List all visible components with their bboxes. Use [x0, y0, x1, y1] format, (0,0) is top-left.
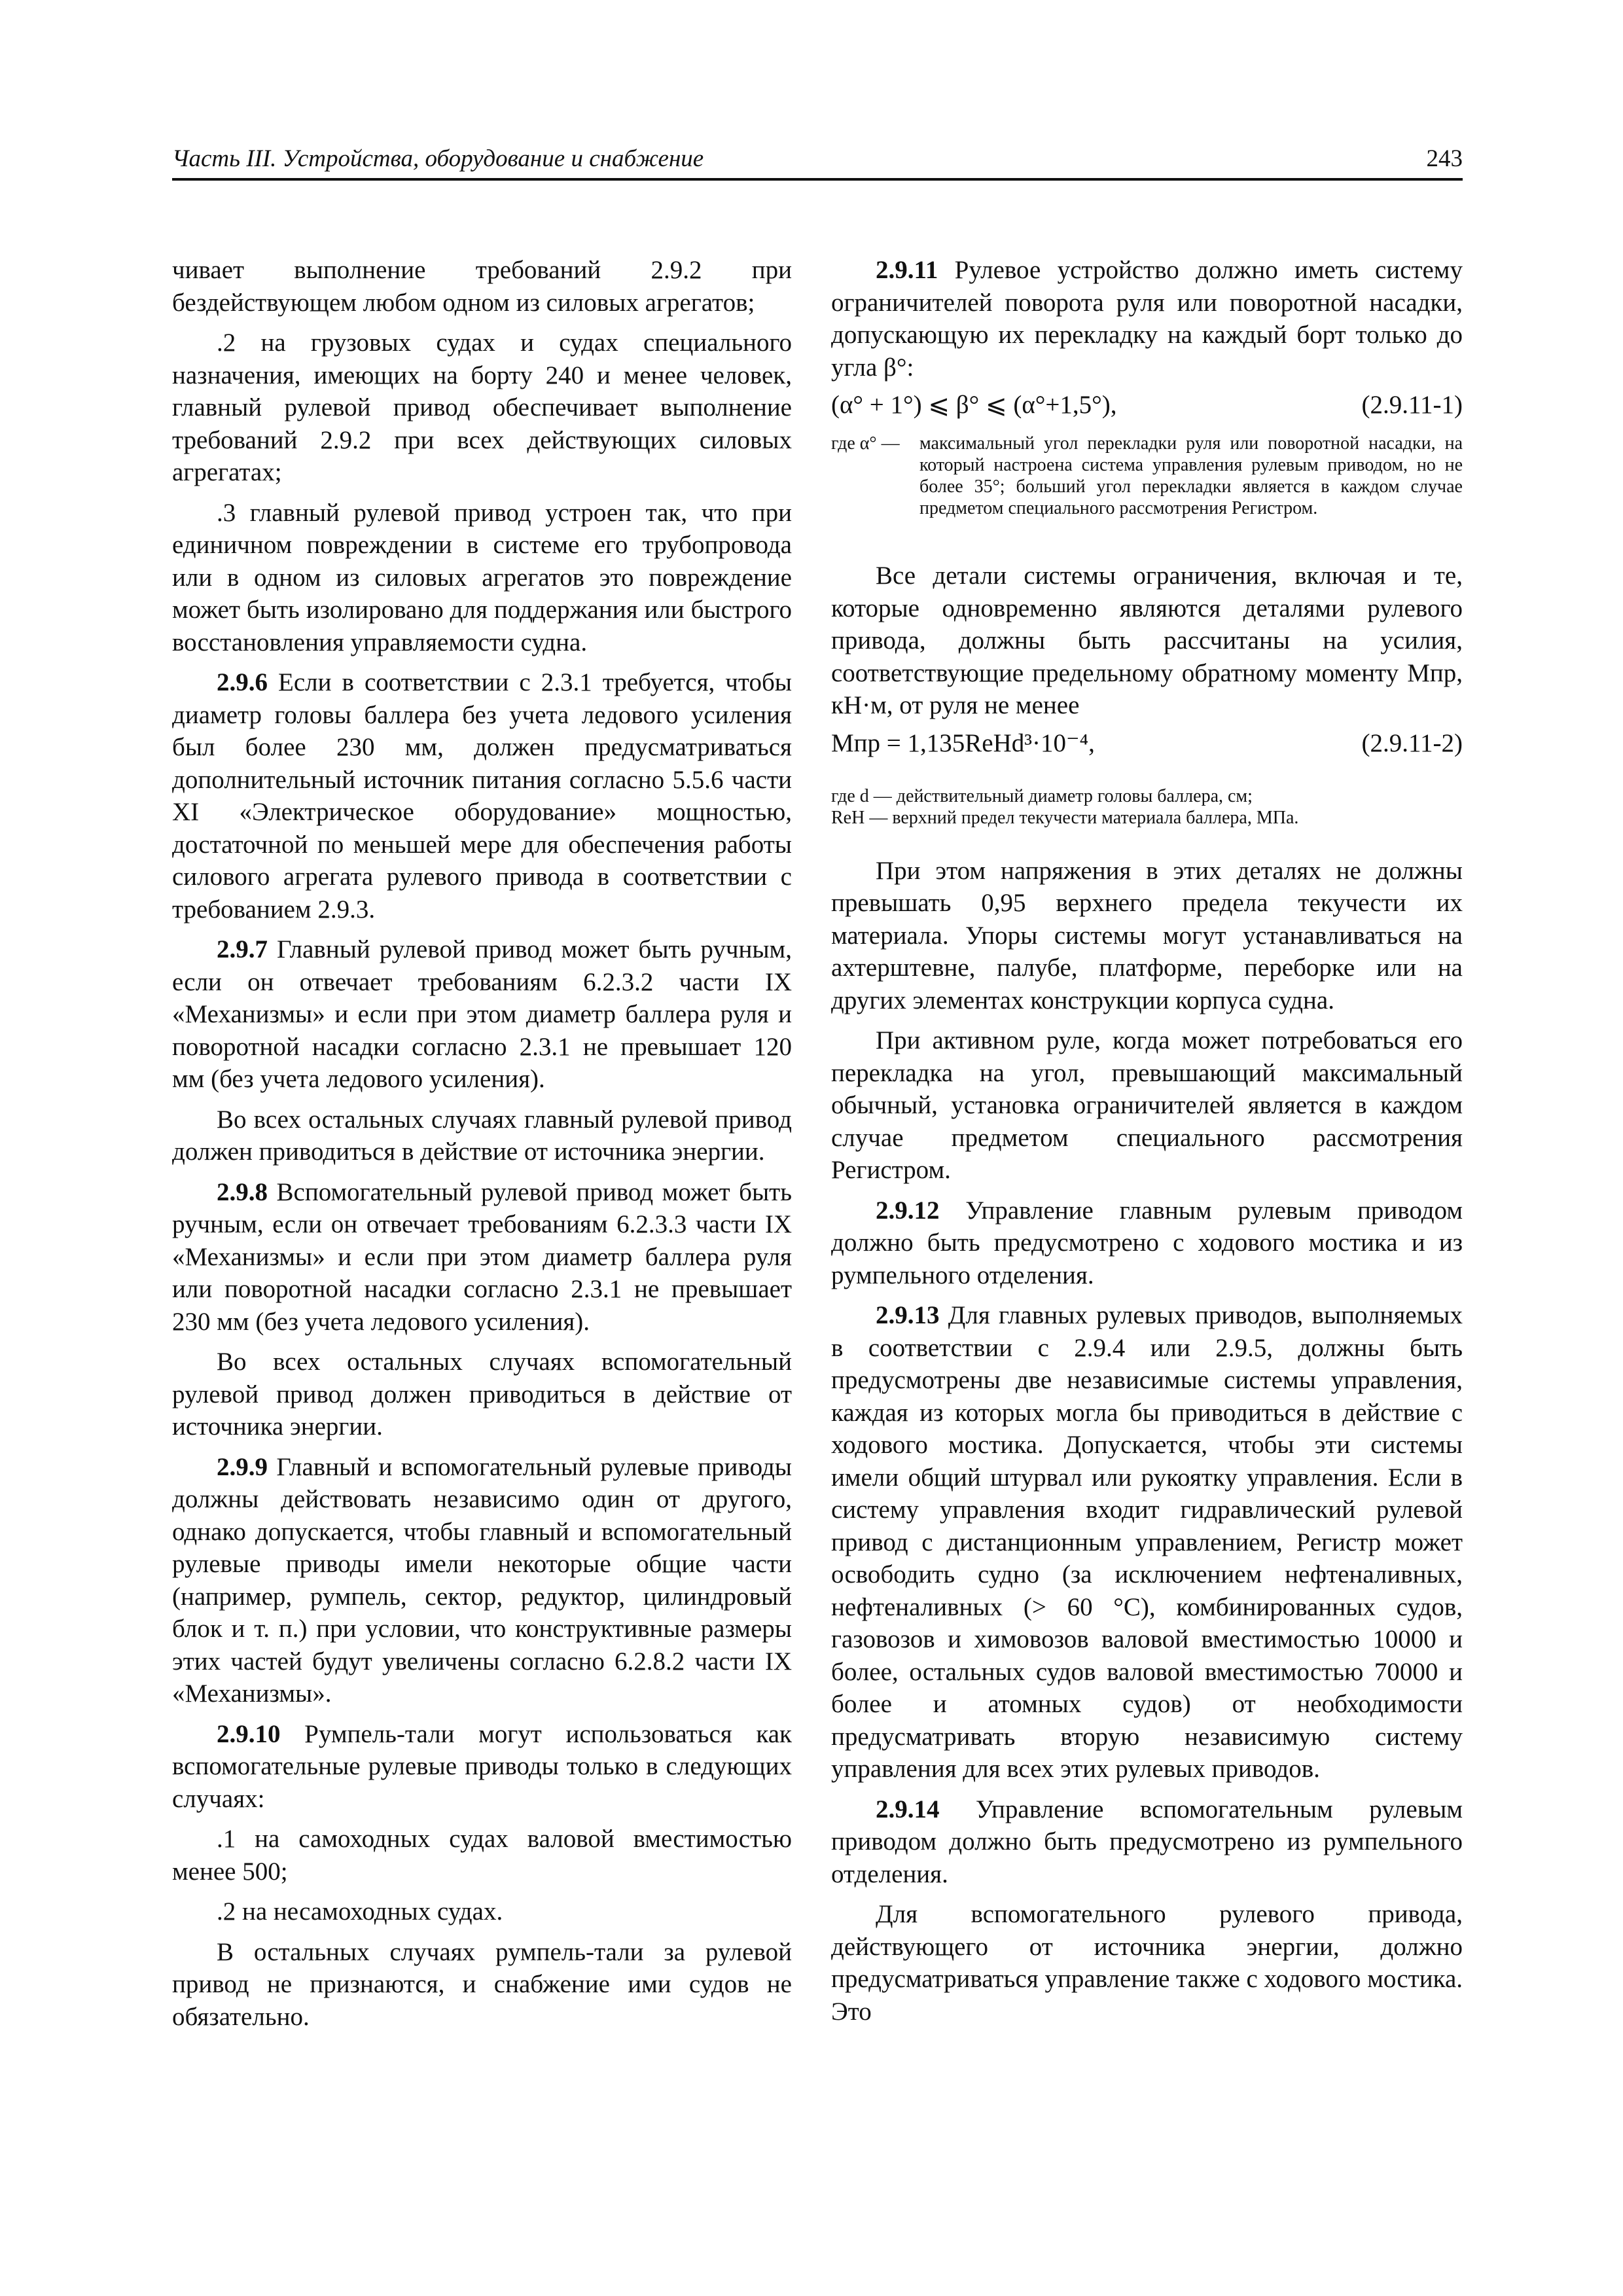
legend-text: максимальный угол перекладки руля или поворотной насадки, на который настроена система управления рулевым приводом, но не более 35°; больший угол перекладки является в каждом случае предметом специального рассмотрения Регистром. [919, 433, 1463, 518]
paragraph-2-9-7 [172, 933, 792, 1096]
paragraph: При активном руле, когда может потребоваться его перекладка на угол, превышающий максимальный обычный, установка ограничителей является в каждом случае предметом специального рассмотрения Регистром. [831, 1026, 1463, 1184]
legend-line: где d — действительный диаметр головы баллера, см; [831, 785, 1253, 806]
paragraph-text: Управление главным рулевым приводом должно быть предусмотрено с ходового мостика и из румпельного отделения. [831, 1196, 1463, 1289]
formula-number: (2.9.11-1) [1361, 391, 1463, 419]
paragraph: Все детали системы ограничения, включая и те, которые одновременно являются деталями рулевого привода, должны быть рассчитаны на усилия, соответствующие предельному обратному моменту Mпр, кН·м, от руля не менее [831, 562, 1463, 719]
formula-expression: (α° + 1°) ⩽ β° ⩽ (α°+1,5°), [831, 391, 1117, 419]
formula-legend [831, 785, 1463, 829]
clause-number: 2.9.14 [876, 1795, 940, 1823]
paragraph-text: Главный рулевой привод может быть ручным, если он отвечает требованиям 6.2.3.2 части IX «Механизмы» и если при этом диаметр баллера руля и поворотной насадки согласно 2.3.1 не превышает 120 мм (без учета ледового усиления). [172, 935, 792, 1093]
clause-number: 2.9.11 [876, 256, 938, 284]
paragraph: .3 главный рулевой привод устроен так, что при единичном повреждении в системе его трубопровода или в одном из силовых агрегатов это повреждение может быть изолировано для поддержания или быстрого восстановления управляемости судна. [172, 498, 792, 656]
clause-number: 2.9.10 [217, 1719, 281, 1748]
paragraph-2-9-6 [172, 666, 792, 925]
right-column [831, 254, 1463, 2028]
running-header [172, 145, 1463, 181]
paragraph-text: Вспомогательный рулевой привод может быть ручным, если он отвечает требованиям 6.2.3.3 части IX «Механизмы» и если при этом диаметр баллера руля или поворотной насадки согласно 2.3.1 не превышает 230 мм (без учета ледового усиления). [172, 1177, 792, 1336]
clause-number: 2.9.13 [876, 1301, 940, 1329]
paragraph-text: Румпель-тали могут использоваться как вспомогательные рулевые приводы только в следующих случаях: [172, 1719, 792, 1813]
header-title: Часть III. Устройства, оборудование и снабжение [172, 145, 704, 172]
paragraph-text: Рулевое устройство должно иметь систему ограничителей поворота руля или поворотной насадки, допускающую их перекладку на каждый борт только до угла β°: [831, 256, 1463, 382]
page-number: 243 [1426, 145, 1463, 172]
paragraph: .2 на несамоходных судах. [217, 1897, 503, 1926]
paragraph-text: Для главных рулевых приводов, выполняемых в соответствии с 2.9.4 или 2.9.5, должны быть предусмотрены две независимые системы управления, каждая из которых могла бы приводиться в действие с ходового мостика. Допускается, чтобы эти системы имели общий штурвал или рукоятку управления. Если в систему управления входит гидравлический рулевой привод с дистанционным управлением, Регистр может освободить судно (за исключением нефтеналивных, нефтеналивных (> 60 °С), комбинированных судов, газовозов и химовозов валовой вместимостью 10000 и более, остальных судов валовой вместимостью 70000 и более и атомных судов) от необходимости предусматривать вторую независимую систему управления для всех этих рулевых приводов. [831, 1301, 1463, 1783]
legend-key: где α° — [831, 433, 900, 454]
formula-2-9-11-1 [831, 389, 1463, 421]
paragraph: Во всех остальных случаях главный рулевой привод должен приводиться в действие от источника энергии. [172, 1105, 792, 1166]
formula-2-9-11-2 [831, 727, 1463, 759]
paragraph: При этом напряжения в этих деталях не должны превышать 0,95 верхнего предела текучести их материала. Упоры системы могут устанавливаться на ахтерштевне, палубе, платформе, переборке или на других элементах конструкции корпуса судна. [831, 856, 1463, 1014]
formula-legend [831, 433, 1463, 519]
clause-number: 2.9.9 [217, 1452, 268, 1481]
paragraph-2-9-14 [831, 1793, 1463, 1891]
formula-expression: Mпр = 1,135ReHd³·10⁻⁴, [831, 728, 1095, 757]
paragraph: В остальных случаях румпель-тали за рулевой привод не признаются, и снабжение ими судов не обязательно. [172, 1937, 792, 2031]
paragraph-2-9-8 [172, 1176, 792, 1338]
paragraph: .1 на самоходных судах валовой вместимостью менее 500; [172, 1825, 792, 1886]
paragraph-2-9-11 [831, 254, 1463, 384]
paragraph-2-9-13 [831, 1299, 1463, 1785]
left-column [172, 254, 792, 2033]
clause-number: 2.9.7 [217, 935, 268, 963]
legend-line: ReH — верхний предел текучести материала баллера, МПа. [831, 807, 1299, 828]
paragraph-text: Главный и вспомогательный рулевые приводы должны действовать независимо один от другого, однако допускается, чтобы главный и вспомогательный рулевые приводы имели некоторые общие части (например, румпель, сектор, редуктор, цилиндровый блок и т. п.) при условии, что конструктивные размеры этих частей будут увеличены согласно 6.2.8.2 части IX «Механизмы». [172, 1452, 792, 1708]
paragraph-2-9-10 [172, 1718, 792, 1816]
paragraph: чивает выполнение требований 2.9.2 при бездействующем любом одном из силовых агрегатов; [172, 256, 792, 317]
paragraph-2-9-9 [172, 1451, 792, 1710]
paragraph-text: Если в соответствии с 2.3.1 требуется, чтобы диаметр головы баллера без учета ледового усиления был более 230 мм, должен предусматриваться дополнительный источник питания согласно 5.5.6 части XI «Электрическое оборудование» мощностью, достаточной по меньшей мере для обеспечения работы силового агрегата рулевого привода в соответствии с требованием 2.9.3. [172, 668, 792, 924]
formula-number: (2.9.11-2) [1361, 728, 1463, 757]
paragraph-2-9-12 [831, 1194, 1463, 1292]
clause-number: 2.9.12 [876, 1196, 940, 1225]
paragraph-text: Управление вспомогательным рулевым приводом должно быть предусмотрено из румпельного отделения. [831, 1795, 1463, 1888]
clause-number: 2.9.8 [217, 1177, 268, 1206]
clause-number: 2.9.6 [217, 668, 268, 696]
paragraph: Для вспомогательного рулевого привода, действующего от источника энергии, должно предусматриваться управление также с ходового мостика. Это [831, 1900, 1463, 2026]
paragraph: Во всех остальных случаях вспомогательный рулевой привод должен приводиться в действие от источника энергии. [172, 1348, 792, 1441]
paragraph: .2 на грузовых судах и судах специального назначения, имеющих на борту 240 и менее человек, главный рулевой привод обеспечивает выполнение требований 2.9.2 при всех действующих силовых агрегатах; [172, 329, 792, 486]
